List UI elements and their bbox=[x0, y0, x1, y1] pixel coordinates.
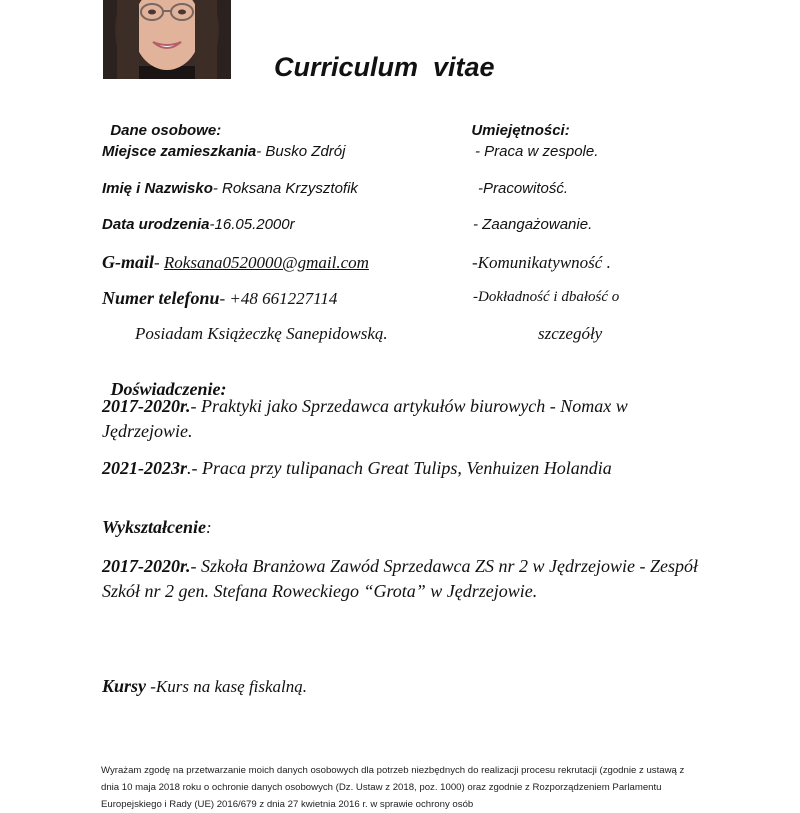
gmail-row bbox=[102, 252, 369, 273]
skill-item: -Komunikatywność . bbox=[472, 253, 611, 272]
consent-clause: Wyrażam zgodę na przetwarzanie moich danych osobowych dla potrzeb niezbędnych do realizacji procesu rekrutacji (zgodnie z ustawą z dnia 10 maja 2018 roku o ochronie danych osobowych (Dz. Ustaw z 2018, poz. 1000) oraz zgodnie z Rozporządzeniem Parlamentu Europejskiego i Rady (UE) 2016/679 z dnia 27 kwietnia 2016 r. w sprawie ochrony osób bbox=[101, 765, 685, 810]
education-heading-text: Wykształcenie bbox=[102, 517, 206, 537]
name-label: Imię i Nazwisko bbox=[102, 180, 213, 197]
skill-item: szczegóły bbox=[538, 324, 603, 343]
education-heading bbox=[102, 517, 212, 538]
courses-value: -Kurs na kasę fiskalną. bbox=[146, 677, 308, 696]
skill-item: - Praca w zespole. bbox=[475, 143, 599, 160]
residence-label: Miejsce zamieszkania bbox=[102, 143, 257, 160]
birth-row bbox=[102, 216, 295, 233]
education-years: 2017-2020r. bbox=[102, 556, 191, 576]
experience-entry bbox=[102, 394, 702, 444]
document-title: Curriculum vitae bbox=[274, 52, 495, 82]
name-value: - Roksana Krzysztofik bbox=[212, 180, 358, 197]
residence-row bbox=[102, 143, 345, 160]
skills-heading bbox=[463, 105, 570, 139]
phone-label: Numer telefonu bbox=[102, 288, 220, 308]
residence-value: - Busko Zdrój bbox=[256, 143, 346, 160]
phone-row bbox=[102, 288, 337, 309]
phone-value: - +48 661227114 bbox=[219, 289, 338, 308]
experience-text: .- Praca przy tulipanach Great Tulips, Venhuizen Holandia bbox=[187, 458, 612, 478]
portrait-image bbox=[103, 0, 231, 79]
skill-item: -Pracowitość. bbox=[478, 180, 569, 197]
gmail-separator: - bbox=[154, 253, 164, 272]
email-link[interactable]: Roksana0520000@gmail.com bbox=[163, 253, 369, 272]
education-entry bbox=[102, 554, 702, 604]
personal-heading bbox=[102, 105, 221, 139]
birth-value: -16.05.2000r bbox=[209, 216, 295, 233]
experience-entry bbox=[102, 456, 702, 481]
skill-item: -Dokładność i dbałość o bbox=[473, 289, 620, 305]
name-row bbox=[102, 180, 358, 197]
sanepid-note: Posiadam Książeczkę Sanepidowską. bbox=[135, 324, 388, 343]
skill-item: - Zaangażowanie. bbox=[473, 216, 593, 233]
gmail-label: G-mail bbox=[102, 252, 154, 272]
birth-label: Data urodzenia bbox=[102, 216, 210, 233]
education-text: - Szkoła Branżowa Zawód Sprzedawca ZS nr 2 w Jędrzejowie - Zespół Szkół nr 2 gen. Stefana Roweckiego “Grota” w Jędrzejowie. bbox=[102, 556, 699, 601]
personal-heading-text: Dane osobowe: bbox=[110, 122, 222, 139]
profile-photo bbox=[103, 0, 231, 79]
courses-row bbox=[102, 676, 307, 697]
education-heading-colon: : bbox=[206, 518, 212, 537]
skills-heading-text: Umiejętności: bbox=[471, 122, 570, 139]
experience-years: 2021-2023r bbox=[102, 458, 187, 478]
experience-text: - Praktyki jako Sprzedawca artykułów biurowych - Nomax w Jędrzejowie. bbox=[102, 396, 628, 441]
experience-years: 2017-2020r. bbox=[102, 396, 191, 416]
experience-heading-text: Doświadczenie: bbox=[110, 379, 227, 399]
courses-label: Kursy bbox=[102, 676, 147, 696]
